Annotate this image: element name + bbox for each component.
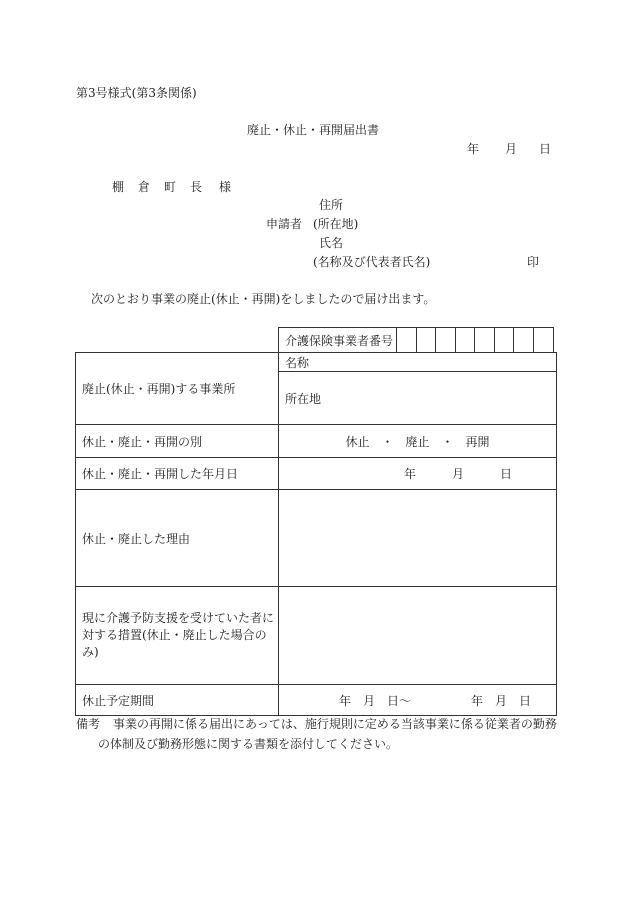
measures-label: 現に介護予防支援を受けていた者に対する措置(休止・廃止した場合のみ) xyxy=(76,587,279,685)
date-year: 年 xyxy=(467,142,480,156)
addressee-name: 棚 倉 町 長 xyxy=(112,180,204,194)
provider-number-label: 介護保険事業者番号 xyxy=(279,328,397,353)
date-month: 月 xyxy=(505,142,518,156)
table-row xyxy=(76,425,557,458)
measures-field[interactable] xyxy=(279,587,557,685)
office-label: 廃止(休止・再開)する事業所 xyxy=(76,353,279,425)
provider-number-digit[interactable] xyxy=(475,328,495,353)
date-label: 休止・廃止・再開した年月日 xyxy=(76,458,279,490)
type-options[interactable]: 休止 ・ 廃止 ・ 再開 xyxy=(279,425,557,458)
office-name-label: 名称 xyxy=(285,355,310,370)
provider-number-digit[interactable] xyxy=(514,328,534,353)
intro-text: 次のとおり事業の廃止(休止・再開)をしましたので届け出ます。 xyxy=(91,292,436,306)
provider-number-digit[interactable] xyxy=(456,328,476,353)
applicant-rep-label: (名称及び代表者氏名) xyxy=(313,255,431,269)
period-value-field[interactable]: 年 月 日〜 年 月 日 xyxy=(279,685,557,716)
form-number: 第3号様式(第3条関係) xyxy=(76,86,197,100)
table-row xyxy=(76,458,557,490)
table-row xyxy=(76,353,557,425)
provider-number-digit[interactable] xyxy=(495,328,515,353)
period-label: 休止予定期間 xyxy=(76,685,279,716)
type-label: 休止・廃止・再開の別 xyxy=(76,425,279,458)
seal-mark: 印 xyxy=(527,255,540,269)
provider-number-digit[interactable] xyxy=(417,328,437,353)
date-value-field[interactable]: 年 月 日 xyxy=(279,458,557,490)
addressee-honorific: 様 xyxy=(219,180,232,194)
provider-number-digit[interactable] xyxy=(436,328,456,353)
applicant-label: 申請者 xyxy=(266,217,303,231)
date-day: 日 xyxy=(539,142,552,156)
reason-field[interactable] xyxy=(279,490,557,587)
remarks-line-2: の体制及び勤務形態に関する書類を添付してください。 xyxy=(98,737,399,751)
applicant-name-label: 氏名 xyxy=(319,236,344,250)
reason-label: 休止・廃止した理由 xyxy=(76,490,279,587)
provider-number-row xyxy=(278,327,554,353)
office-name-field[interactable] xyxy=(279,353,556,372)
table-row xyxy=(76,587,557,685)
provider-number-digit[interactable] xyxy=(397,328,417,353)
office-address-label: 所在地 xyxy=(285,391,322,406)
notification-form-table xyxy=(75,352,557,716)
table-row xyxy=(76,490,557,587)
provider-number-digit[interactable] xyxy=(534,328,554,353)
remarks-line-1: 事業の再開に係る届出にあっては、施行規則に定める当該事業に係る従業者の勤務 xyxy=(113,717,557,731)
document-title: 廃止・休止・再開届出書 xyxy=(247,123,380,137)
applicant-address-label: 住所 xyxy=(319,198,344,212)
table-row xyxy=(76,685,557,716)
remarks-label: 備考 xyxy=(76,717,101,731)
applicant-location-label: (所在地) xyxy=(313,217,359,231)
office-address-field[interactable] xyxy=(279,372,556,424)
office-cell xyxy=(279,353,557,425)
